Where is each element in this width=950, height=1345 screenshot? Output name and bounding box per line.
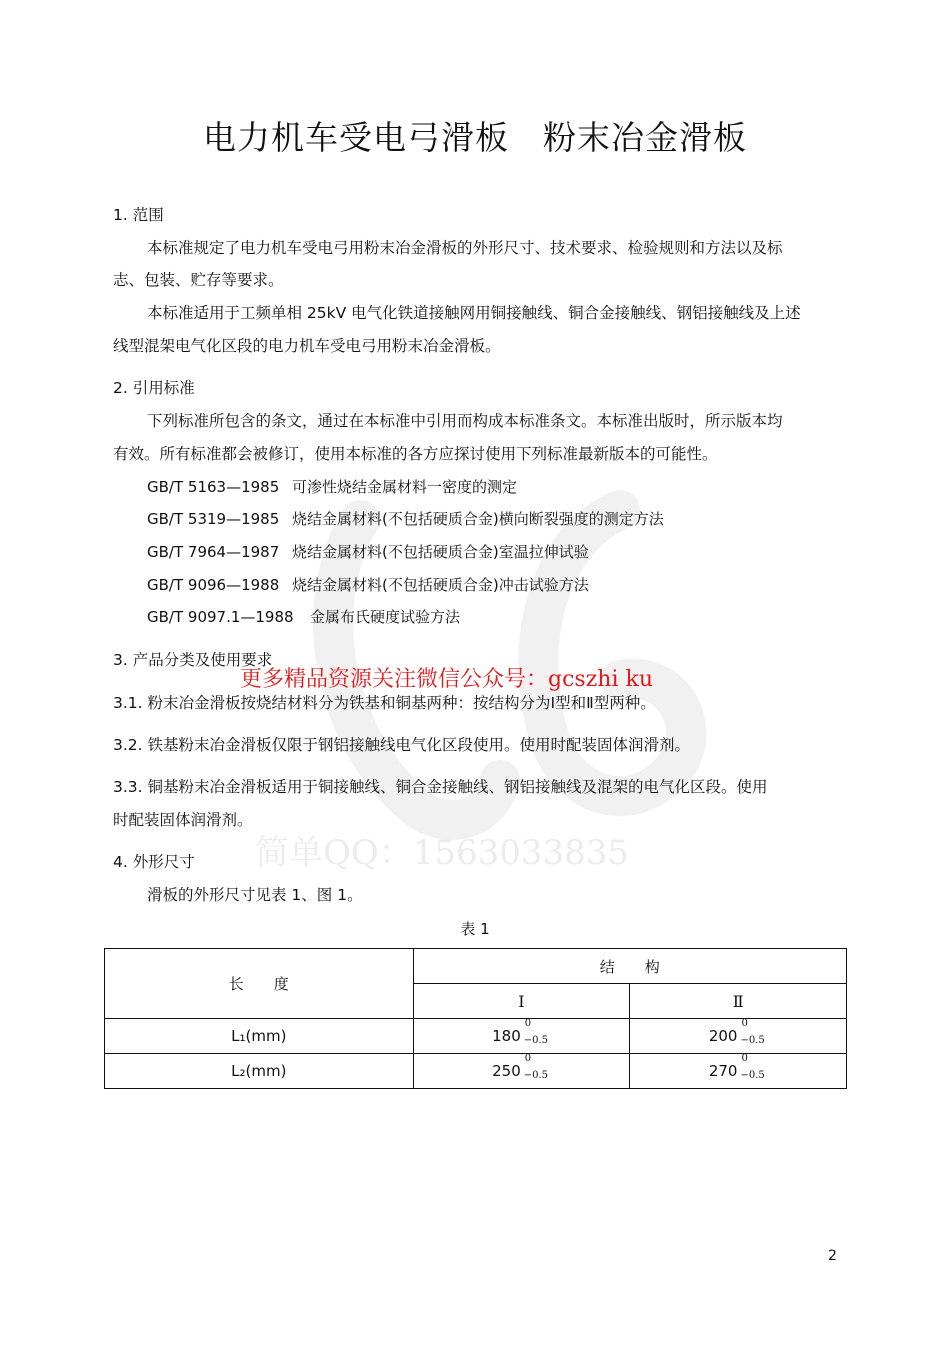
standard-name: 烧结金属材料(不包括硬质合金)室温拉伸试验 [292,543,589,561]
tolerance-lower: −0.5 [523,1070,549,1081]
tolerance-upper: 0 [741,1018,748,1029]
standard-name: 烧结金属材料(不包括硬质合金)冲击试验方法 [292,576,589,594]
standard-item [147,477,517,497]
row-label: L₂(mm) [105,1054,414,1089]
standard-name: 可渗性烧结金属材料一密度的测定 [292,478,518,496]
section-1-heading: 1. 范围 [113,206,164,224]
standard-code: GB/T 9096—1988 [147,576,280,594]
table-row [105,1054,847,1089]
document-title: 电力机车受电弓滑板 粉末冶金滑板 [203,118,747,157]
section-3-heading: 3. 产品分类及使用要求 [113,651,273,669]
dimension-value: 180 [492,1027,521,1045]
standard-item [147,575,589,595]
standard-code: GB/T 5163—1985 [147,478,280,496]
section-3-3-line-1: 3.3. 铜基粉末冶金滑板适用于铜接触线、铜合金接触线、钢铝接触线及混架的电气化区段。使用 [113,778,768,796]
table-header-row [105,949,847,984]
tolerance-lower: −0.5 [523,1035,549,1046]
section-2-paragraph-line-1: 下列标准所包含的条文，通过在本标准中引用而构成本标准条文。本标准出版时，所示版本均 [147,412,783,430]
section-3-3-line-2: 时配装固体润滑剂。 [113,811,253,829]
table-caption: 表 1 [460,920,490,938]
standard-code: GB/T 9097.1—1988 [147,608,294,626]
tolerance-lower: −0.5 [740,1070,765,1081]
tolerance-lower: −0.5 [740,1035,765,1046]
tolerance-upper: 0 [524,1018,532,1029]
section-2-paragraph-line-2: 有效。所有标准都会被修订，使用本标准的各方应探讨使用下列标准最新版本的可能性。 [113,445,718,463]
standard-item [147,542,589,562]
header-length: 长 度 [105,949,414,1019]
section-1-paragraph-1-line-2: 志、包装、贮存等要求。 [113,271,284,289]
tolerance [737,1018,767,1046]
row-label: L₁(mm) [105,1019,414,1054]
tolerance [521,1053,551,1081]
cell-value [630,1019,847,1054]
section-3-1: 3.1. 粉末冶金滑板按烧结材料分为铁基和铜基两种：按结构分为Ⅰ型和Ⅱ型两种。 [113,694,656,712]
standard-name: 烧结金属材料(不包括硬质合金)横向断裂强度的测定方法 [292,510,664,528]
cell-value [413,1054,630,1089]
page-number: 2 [828,1248,837,1264]
section-1-paragraph-1-line-1: 本标准规定了电力机车受电弓用粉末冶金滑板的外形尺寸、技术要求、检验规则和方法以及标 [147,239,783,257]
qq-watermark-text: 简单QQ：1563033835 [255,833,630,873]
standard-item [147,509,664,529]
standard-code: GB/T 5319—1985 [147,510,280,528]
cell-value [630,1054,847,1089]
section-2-heading: 2. 引用标准 [113,379,195,397]
promo-watermark-text: 更多精品资源关注微信公众号：gcszhi ku [240,667,653,692]
section-1-paragraph-2-line-1: 本标准适用于工频单相 25kV 电气化铁道接触网用铜接触线、铜合金接触线、钢铝接触线及上述 [147,304,801,322]
tolerance-upper: 0 [524,1053,532,1064]
table-row [105,1019,847,1054]
tolerance [521,1018,551,1046]
header-type-2: Ⅱ [630,984,847,1019]
section-4-heading: 4. 外形尺寸 [113,853,195,871]
dimensions-table [104,948,847,1089]
standard-code: GB/T 7964—1987 [147,543,280,561]
tolerance [737,1053,767,1081]
cell-value [413,1019,630,1054]
dimension-value: 250 [492,1062,521,1080]
section-1-paragraph-2-line-2: 线型混架电气化区段的电力机车受电弓用粉末冶金滑板。 [113,337,501,355]
section-3-2: 3.2. 铁基粉末冶金滑板仅限于钢铝接触线电气化区段使用。使用时配装固体润滑剂。 [113,736,691,754]
dimension-value: 200 [708,1027,738,1045]
dimension-value: 270 [708,1062,738,1080]
standard-name: 金属布氏硬度试验方法 [310,608,461,626]
header-type-1: Ⅰ [413,984,630,1019]
section-4-paragraph: 滑板的外形尺寸见表 1、图 1。 [147,886,363,904]
standard-item [147,607,460,627]
tolerance-upper: 0 [741,1053,748,1064]
header-structure: 结 构 [413,949,846,984]
